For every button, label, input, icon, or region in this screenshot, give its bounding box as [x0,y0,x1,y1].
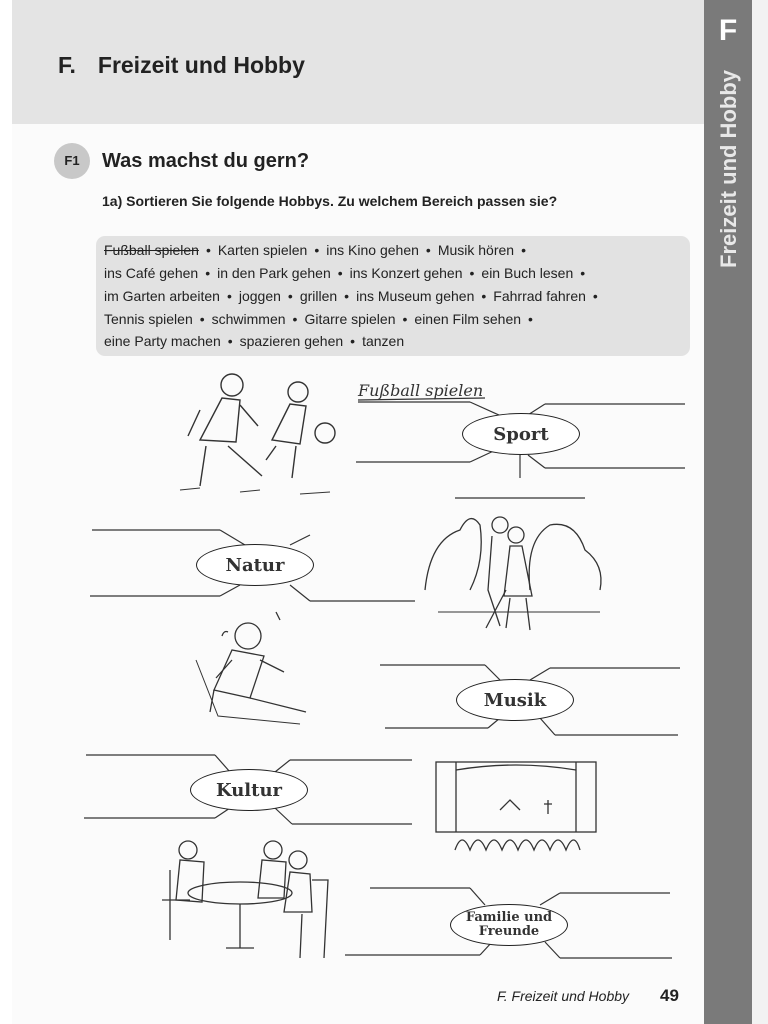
answer-line [545,942,560,958]
hobby-item: ins Konzert gehen [349,265,463,281]
category-familie-label-2: Freunde [478,924,540,939]
answer-line [275,808,292,824]
answer-line [485,665,500,680]
cinema-illustration [436,762,596,850]
side-tab-letter: F [718,14,738,47]
separator: • [227,333,233,349]
park-illustration [425,517,601,630]
answer-line [470,888,485,905]
side-tab-title: Freizeit und Hobby [716,70,741,268]
hobby-item: einen Film sehen [414,311,522,327]
category-kultur-label: Kultur [215,779,283,801]
separator: • [528,311,533,327]
answer-line [530,668,550,680]
hobby-item: spazieren gehen [239,333,344,349]
exercise-task: 1a) Sortieren Sie folgende Hobbys. Zu welchem Bereich passen sie? [102,193,558,209]
hobby-item: eine Party machen [104,333,221,349]
exercise-title: Was machst du gern? [102,150,310,172]
separator: • [226,288,232,304]
category-kultur [190,769,308,811]
page-number: 49 [660,986,679,1005]
separator: • [592,288,598,304]
category-sport-label: Sport [493,423,549,445]
hobby-item: im Garten arbeiten [104,288,220,304]
category-musik-label: Musik [483,689,547,711]
separator: • [314,242,320,258]
separator: • [344,288,350,304]
separator: • [425,242,431,258]
answer-line [290,535,310,545]
hobby-item: schwimmen [211,311,286,327]
hobby-item: joggen [238,288,281,304]
card-game-illustration [162,841,328,958]
answer-line [220,585,240,596]
answer-line [528,455,545,468]
hobby-item: Fahrrad fahren [493,288,586,304]
hobby-item: ins Museum gehen [356,288,475,304]
chapter-letter: F. [58,52,76,78]
answer-line [290,585,310,601]
separator: • [199,311,205,327]
separator: • [402,311,408,327]
separator: • [337,265,343,281]
hobby-item: Gitarre spielen [304,311,396,327]
hobby-item: grillen [299,288,338,304]
answer-line [220,530,245,545]
answer-line [540,893,560,905]
hobby-item: tanzen [362,333,405,349]
separator: • [521,242,526,258]
category-familie-und-freunde [450,904,568,946]
category-musik [456,679,574,721]
separator: • [350,333,356,349]
separator: • [469,265,475,281]
separator: • [580,265,586,281]
answer-line [275,760,290,772]
hobby-item: in den Park gehen [217,265,331,281]
separator: • [205,242,211,258]
separator: • [287,288,293,304]
separator: • [205,265,211,281]
hobby-item: Musik hören [437,242,515,258]
handwritten-answer: Fußball spielen [358,381,484,400]
hobby-item: Karten spielen [217,242,308,258]
category-familie-label-1: Familie und [465,910,553,925]
footer-chapter: F. Freizeit und Hobby [497,988,630,1004]
category-natur-label: Natur [225,554,285,576]
category-sport [462,413,580,455]
answer-line [540,718,555,735]
hobby-item: ins Kino gehen [326,242,419,258]
separator: • [481,288,487,304]
football-illustration [180,374,335,494]
exercise-badge: F1 [54,143,90,179]
category-natur [196,544,314,586]
hobby-item: ins Café gehen [104,265,199,281]
hobby-item: ein Buch lesen [481,265,574,281]
music-illustration [196,612,306,724]
hobby-item: Tennis spielen [104,311,193,327]
chapter-title: Freizeit und Hobby [97,52,305,78]
hobby-item: Fußball spielen [104,242,199,258]
separator: • [292,311,298,327]
